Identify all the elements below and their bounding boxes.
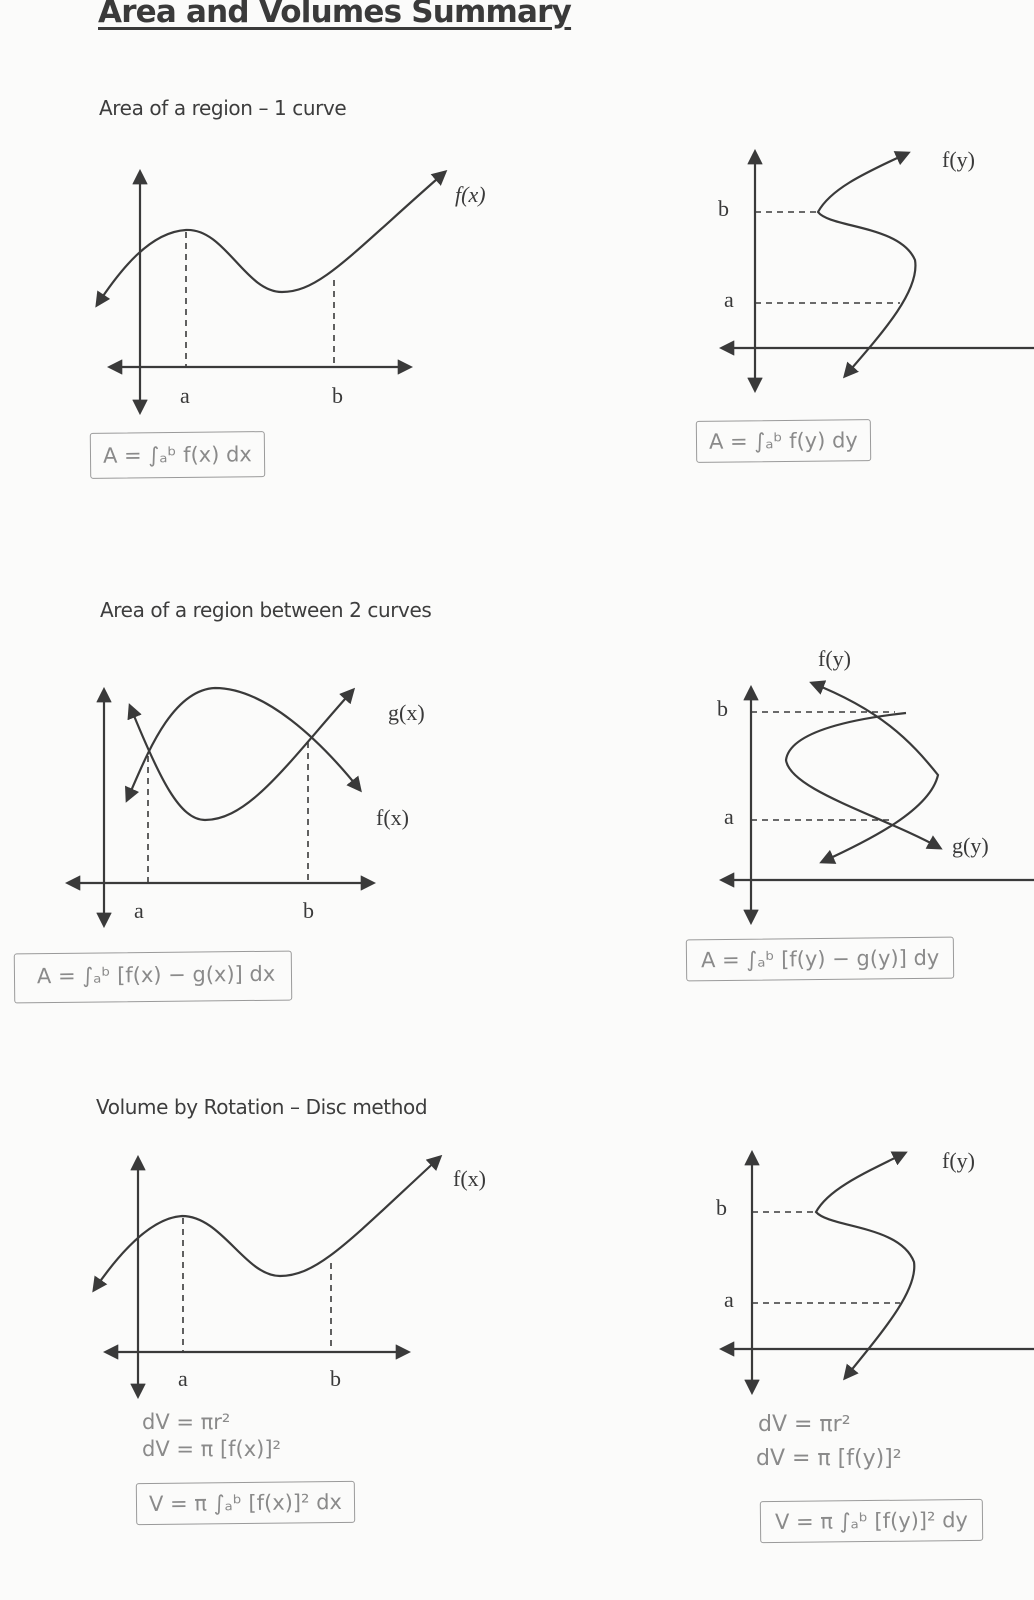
document-title: Area and Volumes Summary [98,0,572,30]
x-mark-a: a [180,383,190,408]
curve-label-fy: f(y) [942,147,975,172]
curve-label-fy: f(y) [942,1148,975,1173]
y-mark-a: a [724,804,734,829]
formula-area-one-curve-y: A = ∫ₐᵇ f(y) dy [696,419,871,463]
section-heading-volume-disc: Volume by Rotation – Disc method [96,1095,428,1119]
note-dv-pi-r2: dV = πr² [142,1410,231,1434]
formula-area-one-curve-x: A = ∫ₐᵇ f(x) dx [90,431,265,479]
x-mark-b: b [330,1366,341,1391]
y-mark-b: b [717,696,728,721]
formula-area-two-curves-y: A = ∫ₐᵇ [f(y) − g(y)] dy [686,937,955,982]
curve-label-fx: f(x) [376,805,409,830]
x-mark-b: b [332,383,343,408]
formula-volume-disc-y: V = π ∫ₐᵇ [f(y)]² dy [760,1499,983,1543]
formula-area-two-curves-x: A = ∫ₐᵇ [f(x) − g(x)] dx [14,951,293,1004]
curve-label-fx: f(x) [455,182,486,207]
section-heading-area-one-curve: Area of a region – 1 curve [99,96,347,120]
note-dv-pi-fy2: dV = π [f(y)]² [756,1446,902,1471]
y-mark-a: a [724,1287,734,1312]
section-heading-area-two-curves: Area of a region between 2 curves [100,598,432,622]
note-dv-pi-r2: dV = πr² [758,1412,851,1437]
y-mark-b: b [716,1195,727,1220]
y-mark-b: b [718,196,729,221]
note-dv-pi-fx2: dV = π [f(x)]² [142,1437,281,1461]
curve-label-gx: g(x) [388,700,425,725]
x-mark-a: a [134,898,144,923]
x-mark-a: a [178,1366,188,1391]
formula-volume-disc-x: V = π ∫ₐᵇ [f(x)]² dx [136,1481,355,1525]
curve-label-fy: f(y) [818,646,851,671]
curve-label-gy: g(y) [952,833,989,858]
x-mark-b: b [303,898,314,923]
curve-label-fx: f(x) [453,1166,486,1191]
y-mark-a: a [724,287,734,312]
